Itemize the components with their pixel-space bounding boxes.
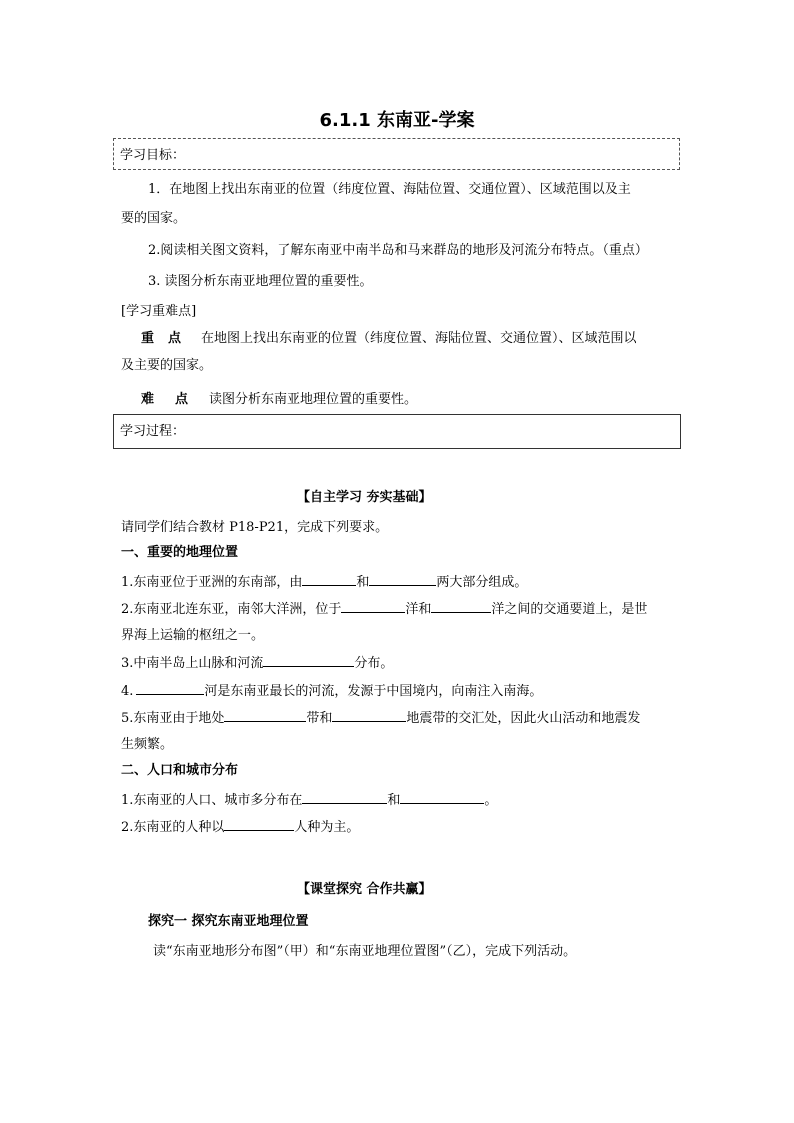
answer-blank[interactable] <box>263 652 354 667</box>
key-points-heading: [学习重难点] <box>121 304 197 319</box>
question-1-1 <box>121 571 527 593</box>
document-title: 6.1.1 东南亚-学案 <box>319 110 475 131</box>
question-text: 1.东南亚位于亚洲的东南部，由 <box>121 575 303 590</box>
question-text: 洋之间的交通要道上，是世 <box>491 602 648 617</box>
question-text: 4. <box>121 684 134 699</box>
question-text: 两大部分组成。 <box>436 575 528 590</box>
objectives-label: 学习目标： <box>120 148 186 163</box>
key-label-char-2: 点 <box>168 331 182 346</box>
question-text: 2.东南亚的人种以 <box>121 820 225 835</box>
difficulty-row <box>141 390 417 410</box>
question-text: 和 <box>356 575 370 590</box>
answer-blank[interactable] <box>341 598 405 613</box>
classroom-heading: 【课堂探究 合作共赢】 <box>297 882 432 897</box>
answer-blank[interactable] <box>224 816 294 831</box>
question-1-3 <box>121 652 393 674</box>
question-1-5-continued: 生频繁。 <box>121 737 174 752</box>
answer-blank[interactable] <box>400 789 484 804</box>
objective-2: 2.阅读相关图文资料，了解东南亚中南半岛和马来群岛的地形及河流分布特点。（重点） <box>148 243 648 258</box>
question-text: 1.东南亚的人口、城市多分布在 <box>121 793 303 808</box>
objective-1-line-2: 要的国家。 <box>121 211 187 226</box>
inquiry-text: 读“东南亚地形分布图”（甲）和“东南亚地理位置图”（乙），完成下列活动。 <box>153 944 577 959</box>
self-study-heading: 【自主学习 夯实基础】 <box>297 490 432 505</box>
answer-blank[interactable] <box>302 571 356 586</box>
inquiry-heading: 探究一 探究东南亚地理位置 <box>148 914 309 929</box>
objective-3: 3. 读图分析东南亚地理位置的重要性。 <box>148 274 373 289</box>
question-text: 分布。 <box>354 656 394 671</box>
question-text: 河是东南亚最长的河流，发源于中国境内，向南注入南海。 <box>204 684 543 699</box>
question-2-2 <box>121 816 359 838</box>
question-text: 3.中南半岛上山脉和河流 <box>121 656 264 671</box>
question-2-1 <box>121 789 497 811</box>
question-text: 和 <box>387 793 401 808</box>
answer-blank[interactable] <box>431 598 491 613</box>
question-text: 洋和 <box>405 602 432 617</box>
difficulty-label-char-2: 点 <box>175 392 189 407</box>
question-1-4 <box>121 680 542 702</box>
process-label: 学习过程： <box>120 424 186 439</box>
answer-blank[interactable] <box>302 789 387 804</box>
section-2-heading: 二、人口和城市分布 <box>121 763 239 778</box>
difficulty-label-char-1: 难 <box>141 392 155 407</box>
question-text: 5.东南亚由于地处 <box>121 711 225 726</box>
answer-blank[interactable] <box>369 571 436 586</box>
question-text: 带和 <box>306 711 333 726</box>
question-1-5 <box>121 707 640 729</box>
self-study-intro: 请同学们结合教材 P18-P21，完成下列要求。 <box>121 520 389 535</box>
section-1-heading: 一、重要的地理位置 <box>121 545 239 560</box>
question-text: 人种为主。 <box>294 820 360 835</box>
question-1-2 <box>121 598 647 620</box>
question-1-2-continued: 界海上运输的枢纽之一。 <box>121 628 265 643</box>
process-box <box>113 414 681 449</box>
difficulty-text: 读图分析东南亚地理位置的重要性。 <box>209 392 418 407</box>
objectives-box <box>113 138 680 170</box>
answer-blank[interactable] <box>136 680 204 695</box>
question-text: 2.东南亚北连东亚，南邻大洋洲，位于 <box>121 602 342 617</box>
question-text: 。 <box>484 793 498 808</box>
key-point-row <box>141 329 637 349</box>
key-label-char-1: 重 <box>141 331 155 346</box>
answer-blank[interactable] <box>332 707 406 722</box>
objective-1-line-1: 1．在地图上找出东南亚的位置（纬度位置、海陆位置、交通位置）、区域范围以及主 <box>148 182 631 197</box>
answer-blank[interactable] <box>224 707 306 722</box>
key-text-line-2: 及主要的国家。 <box>121 358 213 373</box>
question-text: 地震带的交汇处，因此火山活动和地震发 <box>406 711 641 726</box>
key-text-line-1: 在地图上找出东南亚的位置（纬度位置、海陆位置、交通位置）、区域范围以 <box>201 331 637 346</box>
